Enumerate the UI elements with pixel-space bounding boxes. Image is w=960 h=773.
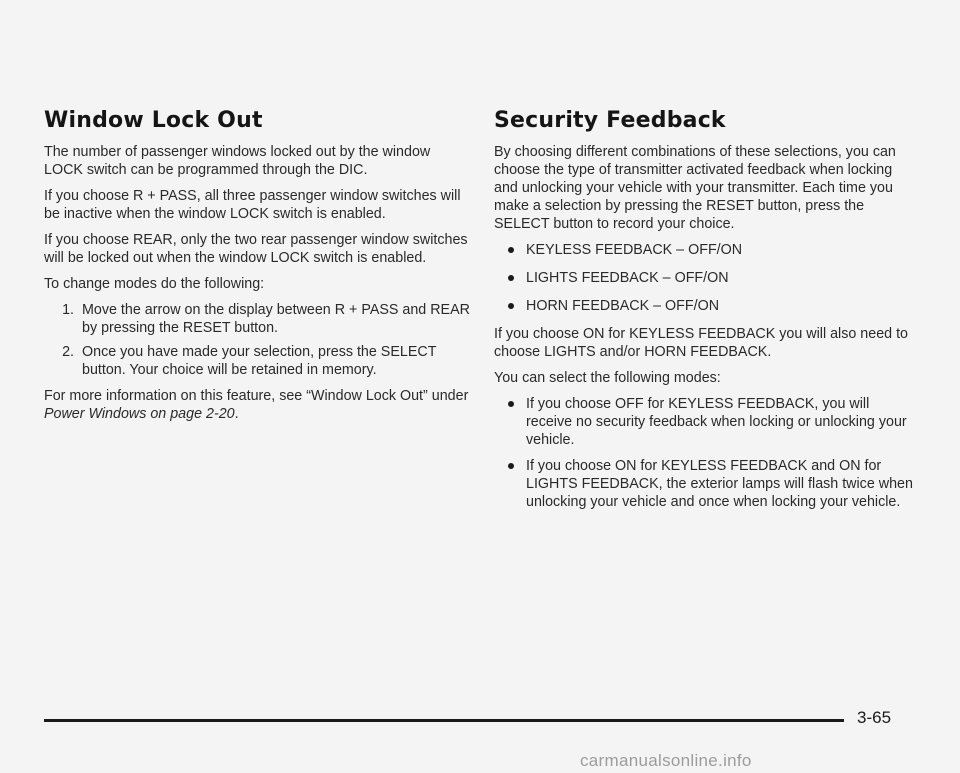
- bullet-icon: [508, 247, 514, 253]
- cross-reference-link[interactable]: Power Windows on page 2-20: [44, 406, 235, 422]
- list-item: [508, 457, 914, 511]
- list-item: [508, 241, 914, 259]
- more-info-suffix: .: [234, 406, 239, 422]
- bullet-icon: [508, 275, 514, 281]
- paragraph: If you choose REAR, only the two rear passenger window switches will be locked out when the window LOCK switch is enabled.: [44, 232, 468, 266]
- list-item-text: LIGHTS FEEDBACK – OFF/ON: [526, 270, 729, 286]
- step-item: 1. Move the arrow on the display between R + PASS and REAR by pressing the RESET button.: [78, 301, 472, 337]
- more-info-paragraph: [44, 387, 472, 423]
- left-column: [44, 108, 472, 431]
- bullet-icon: [508, 303, 514, 309]
- page-number: 3-65: [857, 708, 892, 727]
- intro-paragraph: By choosing different combinations of these selections, you can choose the type of transmitter activated feedback when locking and unlocking your vehicle with your transmitter. Each time you make a selection by pressing the RESET button, press the SELECT button to record your choice.: [494, 144, 896, 232]
- more-info-text: For more information on this feature, see “Window Lock Out” under: [44, 388, 469, 404]
- list-item: [508, 297, 914, 315]
- paragraph: The number of passenger windows locked out by the window LOCK switch can be programmed through the DIC.: [44, 144, 431, 178]
- feedback-options-list: [494, 241, 914, 315]
- steps-list: [44, 301, 472, 379]
- step-item: 2. Once you have made your selection, press the SELECT button. Your choice will be retained in memory.: [78, 343, 472, 379]
- watermark-text: carmanualsonline.info: [580, 751, 752, 770]
- list-item-text: If you choose ON for KEYLESS FEEDBACK and ON for LIGHTS FEEDBACK, the exterior lamps will flash twice when unlocking your vehicle and once when locking your vehicle.: [526, 458, 913, 510]
- list-item-text: HORN FEEDBACK – OFF/ON: [526, 298, 720, 314]
- paragraph: If you choose R + PASS, all three passenger window switches will be inactive when the window LOCK switch is enabled.: [44, 188, 461, 222]
- modes-list: [494, 395, 914, 511]
- bullet-icon: [508, 463, 514, 469]
- list-item-text: KEYLESS FEEDBACK – OFF/ON: [526, 242, 743, 258]
- note-paragraph: If you choose ON for KEYLESS FEEDBACK you will also need to choose LIGHTS and/or HORN FEEDBACK.: [494, 326, 909, 360]
- paragraph: To change modes do the following:: [44, 276, 265, 292]
- list-item: [508, 395, 914, 449]
- right-column: [494, 108, 914, 519]
- section-heading-window-lock-out: Window Lock Out: [44, 108, 263, 133]
- list-item-text: If you choose OFF for KEYLESS FEEDBACK, you will receive no security feedback when locking or unlocking your vehicle.: [526, 396, 907, 448]
- list-item: [508, 269, 914, 287]
- bullet-icon: [508, 401, 514, 407]
- footer-divider: [44, 719, 844, 722]
- section-heading-security-feedback: Security Feedback: [494, 108, 726, 133]
- modes-intro-paragraph: You can select the following modes:: [494, 370, 721, 386]
